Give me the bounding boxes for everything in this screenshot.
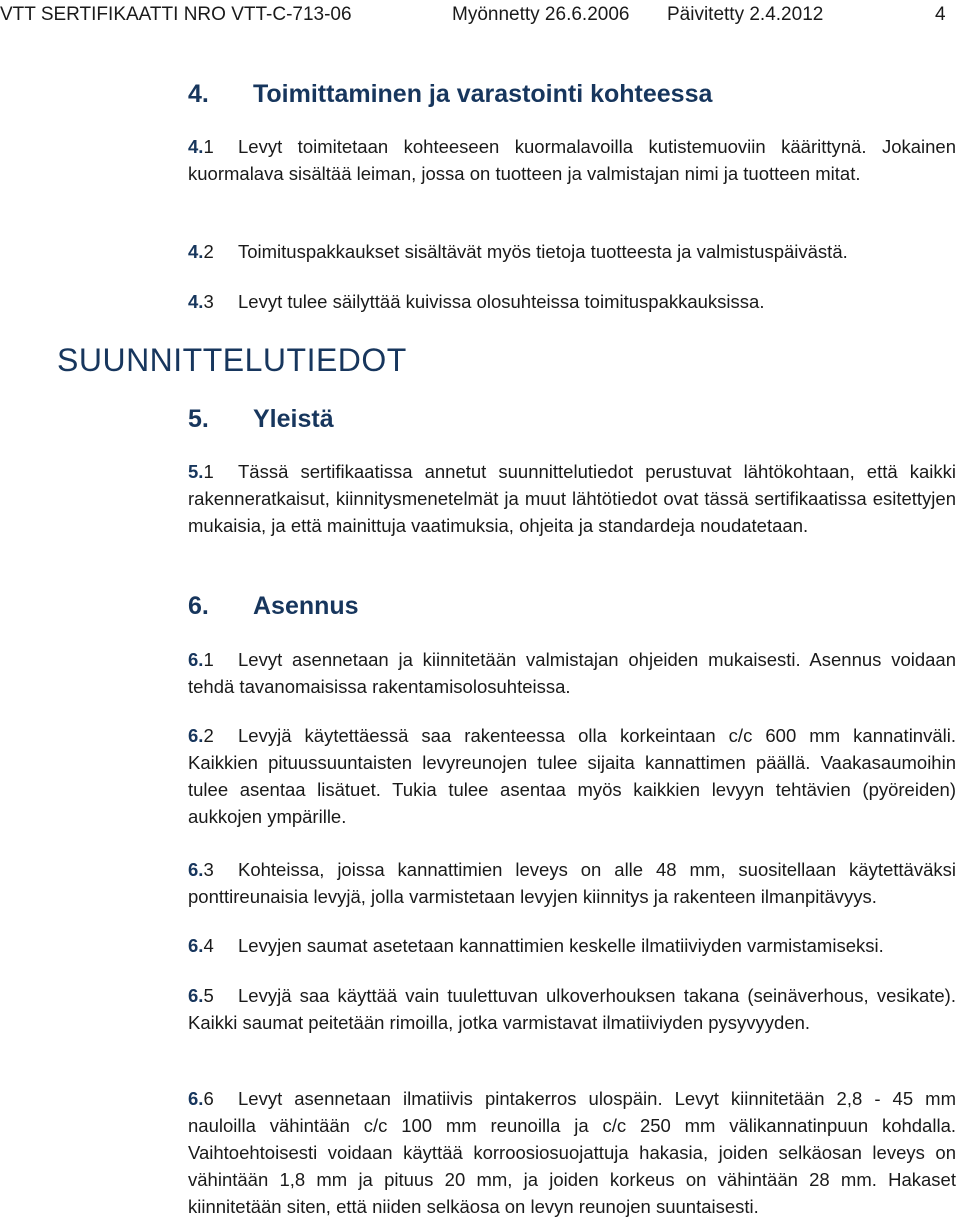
paragraph-4-1 xyxy=(188,133,956,187)
paragraph-text: Levyt toimitetaan kohteeseen kuormalavoilla kutistemuoviin käärittynä. Jokainen kuormalava sisältää leiman, jossa on tuotteen ja valmistajan nimi ja tuotteen mitat. xyxy=(188,136,956,184)
paragraph-5-1 xyxy=(188,458,956,539)
paragraph-number: 5.1 xyxy=(188,461,214,482)
page-number: 4 xyxy=(935,4,946,25)
section-6-heading xyxy=(188,592,359,621)
paragraph-number: 4.1 xyxy=(188,136,214,157)
paragraph-number: 6.5 xyxy=(188,985,214,1006)
paragraph-text: Kohteissa, joissa kannattimien leveys on alle 48 mm, suositellaan käytettäväksi ponttireunaisia levyjä, jolla varmistetaan levyjen kiinnitys ja rakenteen ilmanpitävyys. xyxy=(188,859,956,907)
paragraph-text: Levyt asennetaan ilmatiivis pintakerros ulospäin. Levyt kiinnitetään 2,8 - 45 mm nauloilla vähintään c/c 100 mm reunoilla ja c/c 250 mm välikannatinpuun kohdalla. Vaihtoehtoisesti voidaan käyttää korroosiosuojattuja hakasia, joiden selkäosan leveys on vähintään 1,8 mm ja pituus 20 mm, ja joiden korkeus on vähintään 28 mm. Hakaset kiinnitetään siten, että niiden selkäosa on levyn reunojen suuntaisesti. xyxy=(188,1088,956,1217)
paragraph-text: Levyjä saa käyttää vain tuulettuvan ulkoverhouksen takana (seinäverhous, vesikate). Kaikki saumat peitetään rimoilla, jotka varmistavat ilmatiiviyden pysyvyyden. xyxy=(188,985,956,1033)
paragraph-6-6 xyxy=(188,1085,956,1220)
paragraph-text: Levyt tulee säilyttää kuivissa olosuhteissa toimituspakkauksissa. xyxy=(238,291,765,312)
paragraph-number: 6.4 xyxy=(188,935,214,956)
paragraph-number: 4.3 xyxy=(188,291,214,312)
paragraph-number: 6.6 xyxy=(188,1088,214,1109)
paragraph-number: 4.2 xyxy=(188,241,214,262)
paragraph-number: 6.1 xyxy=(188,649,214,670)
paragraph-6-2 xyxy=(188,722,956,830)
updated-date: Päivitetty 2.4.2012 xyxy=(667,4,824,25)
page-header xyxy=(0,0,960,34)
issued-date: Myönnetty 26.6.2006 xyxy=(452,4,630,25)
paragraph-text: Levyjen saumat asetetaan kannattimien keskelle ilmatiiviyden varmistamiseksi. xyxy=(238,935,884,956)
paragraph-text: Levyt asennetaan ja kiinnitetään valmistajan ohjeiden mukaisesti. Asennus voidaan tehdä tavanomaisissa rakentamisolosuhteissa. xyxy=(188,649,956,697)
paragraph-6-1 xyxy=(188,646,956,700)
paragraph-text: Tässä sertifikaatissa annetut suunnittelutiedot perustuvat lähtökohtaan, että kaikki rakenneratkaisut, kiinnitysmenetelmät ja muut lähtötiedot ovat tässä sertifikaatissa esitettyjen mukaisia, ja että mainittuja vaatimuksia, ohjeita ja standardeja noudatetaan. xyxy=(188,461,956,536)
section-5-heading xyxy=(188,405,334,434)
paragraph-6-3 xyxy=(188,856,956,910)
paragraph-6-4 xyxy=(188,932,956,959)
section-number: 6. xyxy=(188,592,209,620)
section-title: Toimittaminen ja varastointi kohteessa xyxy=(253,80,713,108)
section-number: 4. xyxy=(188,80,209,108)
paragraph-4-3 xyxy=(188,288,956,315)
paragraph-number: 6.2 xyxy=(188,725,214,746)
paragraph-number: 6.3 xyxy=(188,859,214,880)
paragraph-6-5 xyxy=(188,982,956,1036)
paragraph-text: Levyjä käytettäessä saa rakenteessa olla korkeintaan c/c 600 mm kannatinväli. Kaikkien pituussuuntaisten levyreunojen tulee sijaita kannattimen päällä. Vaakasaumoihin tulee asentaa lisätuet. Tukia tulee asentaa myös kaikkien levyyn tehtävien (pyöreiden) aukkojen ympärille. xyxy=(188,725,956,827)
section-title: Yleistä xyxy=(253,405,334,433)
design-info-title: SUUNNITTELUTIEDOT xyxy=(57,342,407,378)
section-4-heading xyxy=(188,80,712,109)
certificate-number: VTT SERTIFIKAATTI NRO VTT-C-713-06 xyxy=(0,4,352,25)
section-number: 5. xyxy=(188,405,209,433)
section-title: Asennus xyxy=(253,592,359,620)
paragraph-4-2 xyxy=(188,238,956,265)
paragraph-text: Toimituspakkaukset sisältävät myös tietoja tuotteesta ja valmistuspäivästä. xyxy=(238,241,848,262)
